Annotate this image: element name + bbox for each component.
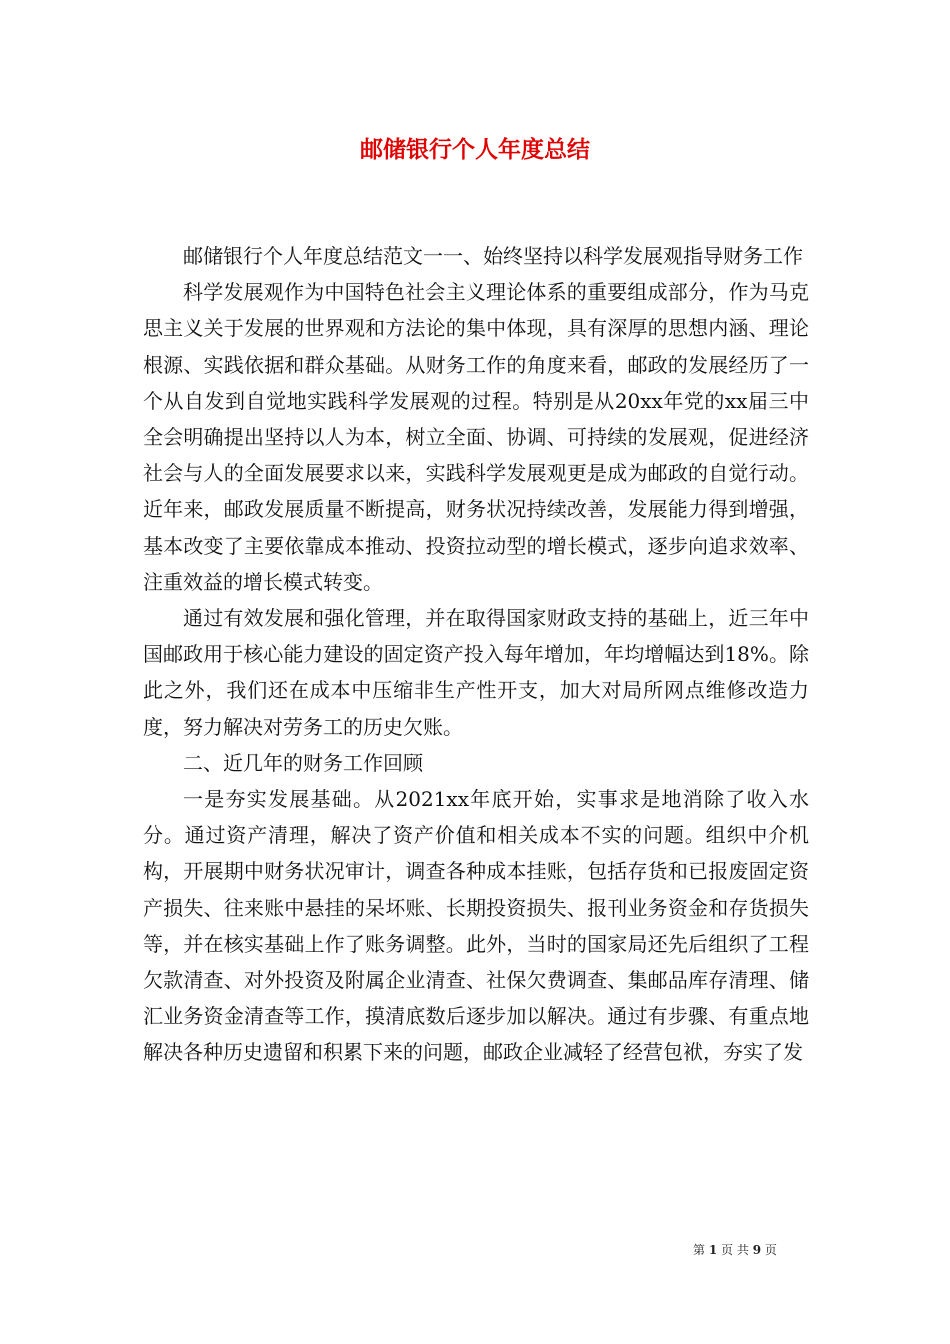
footer-suffix: 页 (764, 1243, 777, 1257)
section-heading-review: 二、近几年的财务工作回顾 (183, 750, 423, 775)
paragraph-foundation: 一是夯实发展基础。从2021xx年底开始，实事求是地消除了收入水分。通过资产清理，解决了资产价值和相关成本不实的问题。组织中介机构，开展期中财务状况审计，调查各种成本挂账，包括存货和已报废固定资产损失、往来账中悬挂的呆坏账、长期投资损失、报刊业务资金和存货损失等，并在核实基础上作了账务调整。此外，当时的国家局还先后组织了工程欠款清查、对外投资及附属企业清查、社保欠费调查、集邮品库存清理、储汇业务资金清查等工作，摸清底数后逐步加以解决。通过有步骤、有重点地解决各种历史遗留和积累下来的问题，邮政企业减轻了经营包袱，夯实了发 (143, 787, 809, 1065)
paragraph-management: 通过有效发展和强化管理，并在取得国家财政支持的基础上，近三年中国邮政用于核心能力建设的固定资产投入每年增加，年均增幅达到18%。除此之外，我们还在成本中压缩非生产性开支，加大对局所网点维修改造力度，努力解决对劳务工的历史欠账。 (143, 606, 809, 739)
paragraph-scientific-development: 科学发展观作为中国特色社会主义理论体系的重要组成部分，作为马克思主义关于发展的世界观和方法论的集中体现，具有深厚的思想内涵、理论根源、实践依据和群众基础。从财务工作的角度来看，邮政的发展经历了一个从自发到自觉地实践科学发展观的过程。特别是从20xx年党的xx届三中全会明确提出坚持以人为本，树立全面、协调、可持续的发展观，促进经济社会与人的全面发展要求以来，实践科学发展观更是成为邮政的自觉行动。近年来，邮政发展质量不断提高，财务状况持续改善，发展能力得到增强，基本改变了主要依靠成本推动、投资拉动型的增长模式，逐步向追求效率、注重效益的增长模式转变。 (143, 280, 809, 594)
page-number-footer (693, 1242, 777, 1258)
paragraph-intro: 邮储银行个人年度总结范文一一、始终坚持以科学发展观指导财务工作 (183, 244, 803, 268)
footer-prefix: 第 (693, 1243, 706, 1257)
document-body (143, 238, 809, 1071)
document-title: 邮储银行个人年度总结 (360, 136, 590, 163)
footer-middle: 页 共 (721, 1243, 749, 1257)
total-pages-number: 9 (752, 1243, 762, 1257)
current-page-number: 1 (708, 1243, 718, 1257)
